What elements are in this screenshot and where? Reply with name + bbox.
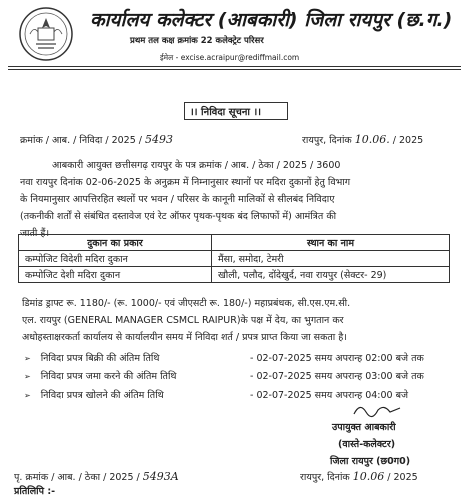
- table-row: [19, 267, 450, 283]
- footer-reference-prefix: पृ. क्रमांक / आब. / ठेका / 2025 /: [14, 472, 140, 483]
- header-divider-thin: [8, 69, 461, 70]
- office-address: प्रथम तल कक्ष क्रमांक 22 कलेक्ट्रेट परिसर: [130, 36, 264, 46]
- paragraph-line: जाती हैं।: [20, 228, 50, 239]
- arrow-bullet-icon: ➢: [24, 391, 31, 400]
- arrow-bullet-icon: ➢: [24, 354, 31, 363]
- table-cell: मैंसा, समोदा, टेमरी: [212, 251, 450, 267]
- paragraph-line: अधोहस्ताक्षरकर्ता कार्यालय से कार्यालयीन समय में निविदा शर्त / प्रपत्र प्राप्त किया जा सकता है।: [22, 332, 347, 343]
- paragraph-line: नवा रायपुर दिनांक 02-06-2025 के अनुक्रम में निम्नानुसार स्थानों पर मदिरा दुकानों हेतु विभाग: [20, 177, 351, 188]
- paragraph-line: आबकारी आयुक्त छत्तीसगढ़ रायपुर के पत्र क्रमांक / आब. / ठेका / 2025 / 3600: [52, 160, 341, 171]
- table-cell: खौली, पलौद, दोंदेखुर्द, नवा रायपुर (सेक्टर- 29): [212, 267, 450, 283]
- reference-year: / 2025: [392, 135, 424, 146]
- table-header-cell: स्थान का नाम: [212, 235, 450, 251]
- reference-prefix: क्रमांक / आब. / निविदा / 2025 /: [20, 135, 142, 146]
- table-row: [19, 251, 450, 267]
- signatory-designation: उपायुक्त आबकारी: [332, 422, 396, 433]
- footer-date-line: [300, 470, 418, 483]
- paragraph-line: के नियमानुसार आपत्तिरहित स्थलों पर भवन / परिसर के कानूनी मालिकों से सीलबंद निविदाए: [20, 194, 335, 205]
- demand-draft-paragraph: [22, 295, 452, 346]
- footer-place-date-label: रायपुर, दिनांक: [300, 472, 350, 483]
- place-date-label: रायपुर, दिनांक: [302, 135, 352, 146]
- government-emblem-icon: [18, 6, 74, 62]
- signatory-on-behalf: (वास्ते-कलेक्टर): [338, 439, 396, 450]
- reference-number: 5493: [145, 133, 174, 146]
- paragraph-line: (तकनीकी शर्तों से संबंधित दस्तावेज एवं रेट ऑफर पृथक-पृथक बंद लिफाफों में) आमंत्रित की: [20, 211, 337, 222]
- reference-date: 10.06.: [354, 133, 390, 146]
- deadline-value: - 02-07-2025 समय अपरान्ह 02:00 बजे तक: [250, 353, 424, 364]
- table-header-cell: दुकान का प्रकार: [19, 235, 212, 251]
- footer-reference-number: 5493A: [142, 470, 179, 483]
- shop-table: [18, 234, 450, 283]
- deadline-value: - 02-07-2025 समय अपरान्ह 04:00 बजे: [250, 390, 409, 401]
- notice-title: ।। निविदा सूचना ।।: [190, 107, 262, 118]
- paragraph-line: डिमांड ड्राफ्ट रू. 1180/- (रू. 1000/- एवं जीएसटी रू. 180/-) महाप्रबंधक, सी.एस.एम.सी.: [22, 298, 351, 309]
- header-divider: [8, 66, 461, 67]
- signature-scribble: [352, 400, 402, 420]
- table-header-row: [19, 235, 450, 251]
- copy-to-label: प्रतिलिपि :-: [14, 486, 56, 497]
- deadline-label: ➢ निविदा प्रपत्र बिक्री की अंतिम तिथि: [24, 353, 160, 364]
- office-email: ईमेल - excise.acraipur@rediffmail.com: [160, 53, 300, 62]
- deadline-label: ➢ निविदा प्रपत्र जमा करने की अंतिम तिथि: [24, 371, 177, 382]
- office-title: कार्यालय कलेक्टर (आबकारी) जिला रायपुर (छ.ग.): [90, 9, 453, 31]
- footer-reference-line: [14, 470, 179, 483]
- deadline-value: - 02-07-2025 समय अपरान्ह 03:00 बजे तक: [250, 371, 424, 382]
- paragraph-line: एल. रायपुर (GENERAL MANAGER CSMCL RAIPUR)के पक्ष में देय, का भुगतान कर: [22, 315, 344, 326]
- reference-number-line: [20, 133, 173, 146]
- reference-date-line: [302, 133, 423, 146]
- footer-year: / 2025: [387, 472, 418, 483]
- table-cell: कम्पोजिट विदेशी मदिरा दुकान: [19, 251, 212, 267]
- table-cell: कम्पोजिट देशी मदिरा दुकान: [19, 267, 212, 283]
- signatory-district: जिला रायपुर (छ0ग0): [330, 456, 411, 467]
- invitation-paragraph: [20, 157, 450, 242]
- footer-date: 10.06: [352, 470, 385, 483]
- deadline-label: ➢ निविदा प्रपत्र खोलने की अंतिम तिथि: [24, 390, 164, 401]
- arrow-bullet-icon: ➢: [24, 372, 31, 381]
